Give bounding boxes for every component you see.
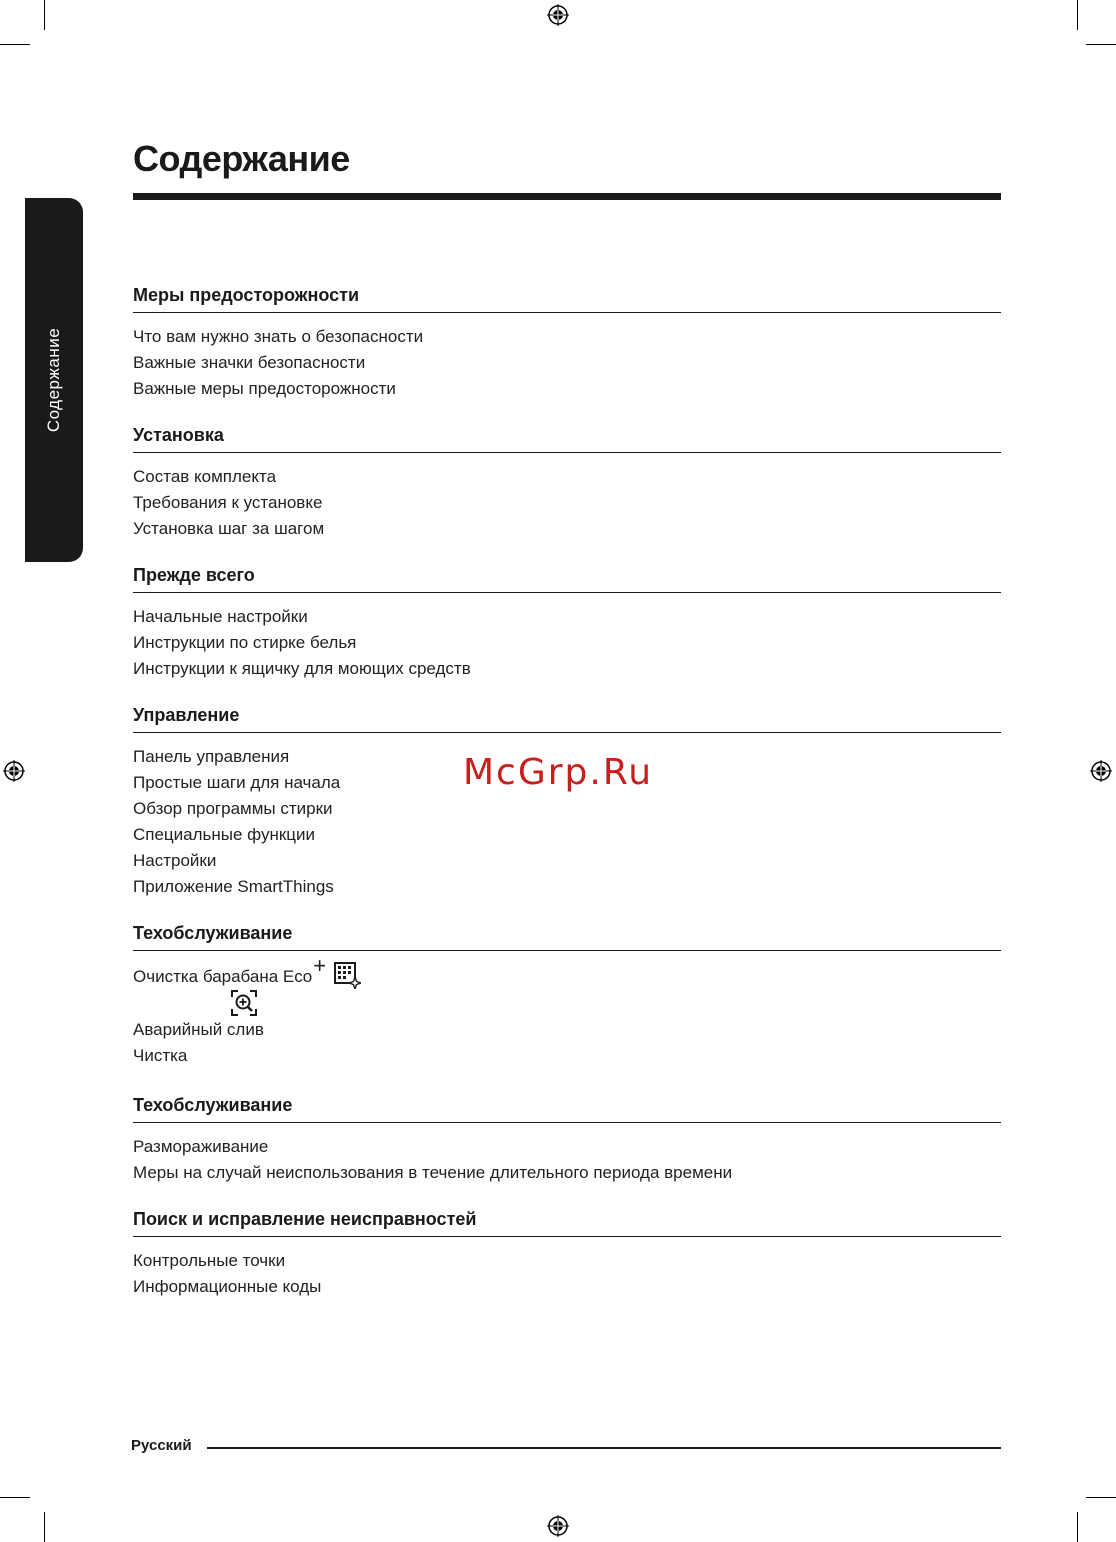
registration-mark-icon	[1090, 760, 1112, 782]
footer-language: Русский	[131, 1437, 192, 1454]
toc-section	[133, 701, 1001, 900]
toc-entry[interactable]: Аварийный слив	[133, 1020, 264, 1039]
toc-entry[interactable]: Контрольные точки	[133, 1251, 286, 1270]
toc-section	[133, 1205, 1001, 1300]
crop-mark	[44, 0, 45, 30]
toc-entry[interactable]: Настройки	[133, 851, 217, 870]
section-heading: Управление	[133, 701, 1001, 733]
section-heading: Установка	[133, 421, 1001, 453]
zoom-in-icon	[230, 989, 258, 1017]
toc-entry[interactable]: Панель управления	[133, 747, 290, 766]
toc-entry[interactable]: Состав комплекта	[133, 467, 277, 486]
footer-rule	[207, 1447, 1001, 1449]
toc-entry[interactable]: Требования к установке	[133, 493, 323, 512]
toc-entry[interactable]: Простые шаги для начала	[133, 773, 341, 792]
toc-entry[interactable]: Важные значки безопасности	[133, 353, 366, 372]
grid-sparkle-icon	[333, 961, 361, 989]
toc-entry[interactable]: Что вам нужно знать о безопасности	[133, 327, 424, 346]
watermark: McGrp.Ru	[463, 752, 654, 793]
registration-mark-icon	[547, 1515, 569, 1537]
toc-entry[interactable]: Важные меры предосторожности	[133, 379, 396, 398]
section-heading: Прежде всего	[133, 561, 1001, 593]
page-title: Содержание	[133, 138, 350, 179]
side-tab-label: Содержание	[44, 327, 63, 433]
toc-entry[interactable]: Информационные коды	[133, 1277, 322, 1296]
crop-mark	[1077, 0, 1078, 30]
crop-mark	[1086, 1497, 1116, 1498]
title-rule	[133, 193, 1001, 200]
toc-entry[interactable]: Меры на случай неиспользования в течение длительного периода времени	[133, 1163, 733, 1182]
toc-entry[interactable]: Начальные настройки	[133, 607, 308, 626]
side-tab	[25, 198, 83, 562]
crop-mark	[1086, 44, 1116, 45]
toc-section	[133, 421, 1001, 542]
toc-entry[interactable]: Обзор программы стирки	[133, 799, 333, 818]
eco-plus-sign: +	[313, 953, 327, 978]
section-heading: Техобслуживание	[133, 1091, 1001, 1123]
toc-section	[133, 281, 1001, 402]
crop-mark	[0, 1497, 30, 1498]
toc-section	[133, 561, 1001, 682]
registration-mark-icon	[3, 760, 25, 782]
toc-entry[interactable]: Установка шаг за шагом	[133, 519, 325, 538]
crop-mark	[44, 1512, 45, 1542]
toc-section	[133, 919, 1001, 1069]
toc-entry[interactable]: Инструкции по стирке белья	[133, 633, 357, 652]
toc-entry[interactable]: Инструкции к ящичку для моющих средств	[133, 659, 471, 678]
toc-section	[133, 1091, 1001, 1186]
toc-entry[interactable]: Приложение SmartThings	[133, 877, 334, 896]
toc-entry[interactable]: Чистка	[133, 1046, 188, 1065]
toc-entry-label: Очистка барабана Eco	[133, 967, 313, 986]
toc-entry[interactable]: Специальные функции	[133, 825, 316, 844]
crop-mark	[1077, 1512, 1078, 1542]
toc-entry[interactable]: Размораживание	[133, 1137, 269, 1156]
section-heading: Поиск и исправление неисправностей	[133, 1205, 1001, 1237]
section-heading: Меры предосторожности	[133, 281, 1001, 313]
section-heading: Техобслуживание	[133, 919, 1001, 951]
registration-mark-icon	[547, 4, 569, 26]
toc-entry-eco-drum-clean[interactable]	[133, 953, 1001, 1017]
crop-mark	[0, 44, 30, 45]
